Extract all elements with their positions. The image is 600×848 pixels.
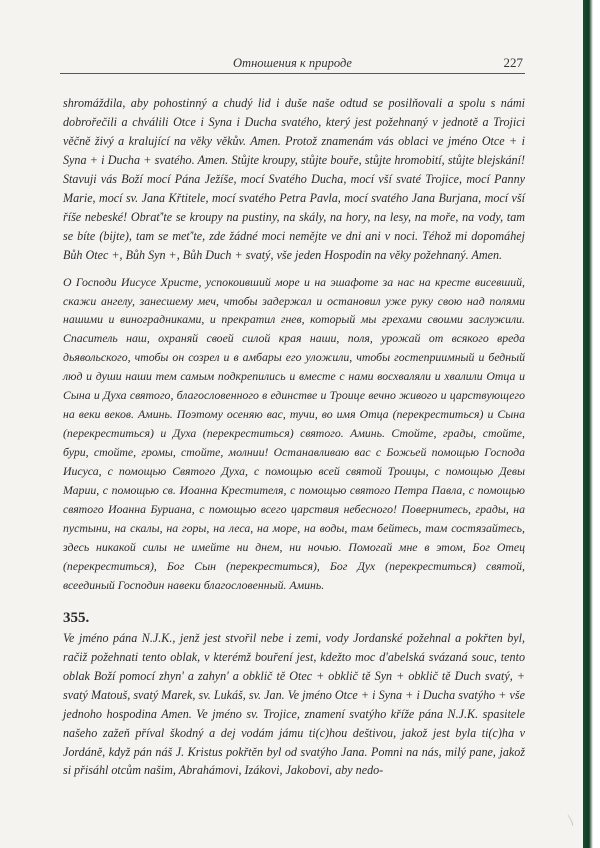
running-header (60, 54, 525, 74)
czech-prayer-paragraph: shromáždila, aby pohostinný a chudý lid i duše naše odtud se posilňovali a spolu s námi dobrořečili a chválili Otce i Syna i Ducha svatého, který jest požehnaný v jednotě a Trojici věčně živý a kralující na věky věkův. Amen. Protož znamenám vás oblaci ve jméno Otce + i Syna + i Ducha + svatého. Amen. Stůjte kroupy, stůjte bouře, stůjte hromobití, stůjte blejskání! Stavuji vás Boží mocí Pána Ježíše, mocí Svatého Ducha, mocí vší svaté Trojice, mocí Panny Marie, mocí sv. Jana Křtitele, mocí svatého Petra Pavla, mocí svatého Jana Burjana, mocí vší říše nebeské! Obrať'te se kroupy na pustiny, na skály, na hory, na lesy, na moře, na vody, tam se bíte (bijte), tam se meť'te, zde žádné moci nemějte ve dni ani v noci. Téhož mi dopomáhej Bůh Otec +, Bůh Syn +, Bůh Duch + svatý, vše jeden Hospodin na věky požehnaný. Amen. (63, 96, 525, 262)
russian-translation-paragraph: О Господи Иисусе Христе, успокоивший море и на эшафоте за нас на кресте висевший, скажи ангелу, занесшему меч, чтобы задержал и остановил уже руку свою над полями нашими и виноградниками, и прекратил гнев, который мы грехами своими заслужили. Спаситель наш, охраняй своей силой края наши, поля, урожай от всякого вреда дьявольского, чтобы он созрел и в амбары его уложили, чтобы гостеприимный и бедный люд и души наши тем самым подкрепились и вместе с нами восхваляли и хвалили Отца и Сына и Духа святого, благословенного в единстве и Троице вечно живого и царствующего на веки веков. Аминь. Поэтому осеняю вас, тучи, во имя Отца (перекреститься) и Сына (перекреститься) и Духа (перекреститься) святого. Аминь. Стойте, грады, стойте, бури, стойте, громы, стойте, молнии! Останавливаю вас с Божьей помощью Господа Иисуса, с помощью Святого Духа, с помощью всей святой Троицы, с помощью Девы Марии, с помощью св. Иоанна Крестителя, с помощью святого Петра Павла, с помощью святого Иоанна Буриана, с помощью всего царствия небесного! Повернитесь, грады, на пустыни, на скалы, на горы, на леса, на море, на воды, там бейтесь, там состязайтесь, здесь никакой силы не имейте ни днем, ни ночью. Помогай мне в этом, Бог Отец (перекреститься), Бог Сын (перекреститься), Бог Дух (перекреститься) святой, всеединый Господин навеки благословенный. Аминь. (63, 274, 525, 592)
book-cover-edge (583, 0, 600, 848)
running-title: Отношения к природе (233, 56, 352, 70)
czech-section-paragraph: Ve jméno pána N.J.K., jenž jest stvořil nebe i zemi, vody Jordanské požehnal a pokřten byl, račiž požehnati tento oblak, v kterémž bouření jest, kdežto moc d'abelská svázaná souc, tento oblak Boží pomocí zhyn' a zahyn' a obklič tě Otec + obklič tě Syn + obklič tě Duch svatý, + svatý Matouš, svatý Marek, sv. Lukáš, sv. Jan. Ve jméno Otce + i Syna + i Ducha svatýho + vše jednoho hospodina Amen. Ve jméno sv. Trojice, znamení svatýho kříže pána N.J.K. spasitele našeho zažeň příval škodný a dej vodám jámu ti(c)hou deštivou, jakož jest byla ti(c)ha v Jordáně, když pán náš J. Kristus pokřtěn byl od svatýho Jana. Pomni na nás, milý pane, jakož si přisáhl otcům našim, Abrahámovi, Izákovi, Jakobovi, aby nedo- (63, 630, 525, 778)
page-body (63, 94, 525, 780)
paper-mark: 〵 (565, 814, 578, 828)
page-number: 227 (503, 55, 523, 70)
section-number: 355. (63, 609, 90, 626)
header-rule (60, 73, 525, 74)
